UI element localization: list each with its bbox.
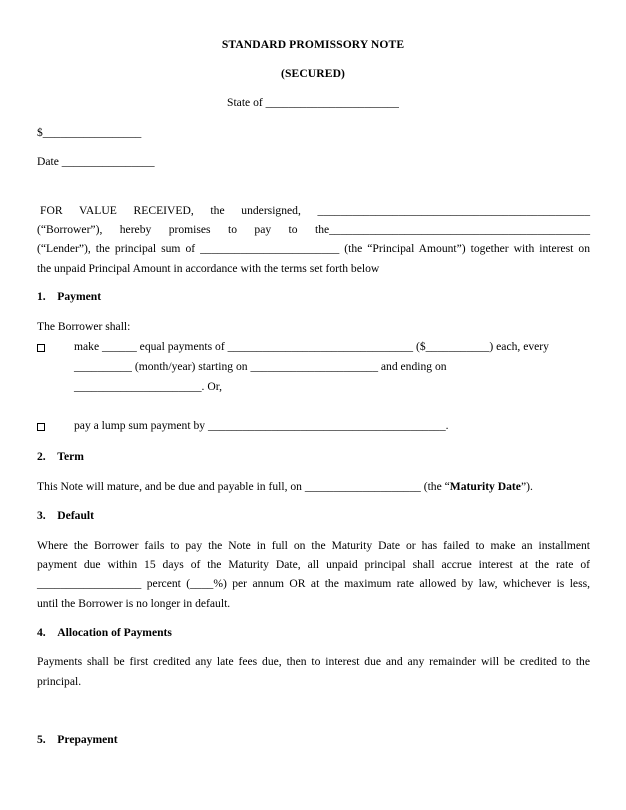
section-title: Default: [57, 509, 95, 522]
intro-line-3: (“Lender”), the principal sum of ________________________ (the “Principal Amount”) together with interest on: [37, 242, 590, 255]
amount-line: $_________________: [37, 126, 142, 139]
checkbox-lump-sum[interactable]: [37, 421, 45, 434]
section-heading-allocation: [37, 626, 172, 639]
allocation-line-2: principal.: [37, 675, 82, 688]
payment-option1-line3: ______________________. Or,: [74, 380, 222, 393]
section-title: Payment: [57, 290, 102, 303]
document-title: STANDARD PROMISSORY NOTE: [221, 38, 405, 51]
checkbox-installments[interactable]: [37, 342, 45, 355]
payment-option1-line2: __________ (month/year) starting on ______________________ and ending on: [74, 360, 447, 373]
section-number: 1.: [37, 290, 46, 303]
section-number: 3.: [37, 509, 46, 522]
section-title: Prepayment: [57, 733, 118, 746]
intro-line-1: FOR VALUE RECEIVED, the undersigned, _______________________________________________: [40, 204, 590, 217]
default-line-1: Where the Borrower fails to pay the Note in full on the Maturity Date or has failed to make an installment: [37, 539, 590, 552]
section-number: 4.: [37, 626, 46, 639]
section-heading-default: [37, 509, 94, 522]
date-line: Date ________________: [37, 155, 155, 168]
intro-line-2: (“Borrower”), hereby promises to pay to the_____________________________________________: [37, 223, 590, 236]
document-subtitle: (SECURED): [280, 67, 346, 80]
default-line-2: payment due within 15 days of the Maturity Date, all unpaid principal shall accrue interest at the rate of: [37, 558, 590, 571]
payment-option1-line1: make ______ equal payments of ________________________________ ($___________) each, every: [74, 340, 549, 353]
section-number: 2.: [37, 450, 46, 463]
default-line-3: __________________ percent (____%) per annum OR at the maximum rate allowed by law, whichever is less,: [37, 577, 590, 590]
section-heading-prepayment: [37, 733, 118, 746]
section-number: 5.: [37, 733, 46, 746]
term-text: [37, 480, 533, 493]
state-line: State of _______________________: [227, 96, 399, 109]
section-heading-term: [37, 450, 84, 463]
maturity-date-label: Maturity Date: [449, 480, 521, 493]
default-line-4: until the Borrower is no longer in default.: [37, 597, 231, 610]
intro-line-4: the unpaid Principal Amount in accordance with the terms set forth below: [37, 262, 380, 275]
section-heading-payment: [37, 290, 101, 303]
section-title: Term: [57, 450, 84, 463]
term-text-before: This Note will mature, and be due and payable in full, on ____________________ (the “: [37, 480, 450, 493]
section-title: Allocation of Payments: [57, 626, 172, 639]
term-text-after: ”).: [520, 480, 533, 493]
payment-lead: The Borrower shall:: [37, 320, 131, 333]
allocation-line-1: Payments shall be first credited any late fees due, then to interest due and any remainder will be credited to the: [37, 655, 590, 668]
payment-option2: pay a lump sum payment by _________________________________________.: [74, 419, 449, 432]
